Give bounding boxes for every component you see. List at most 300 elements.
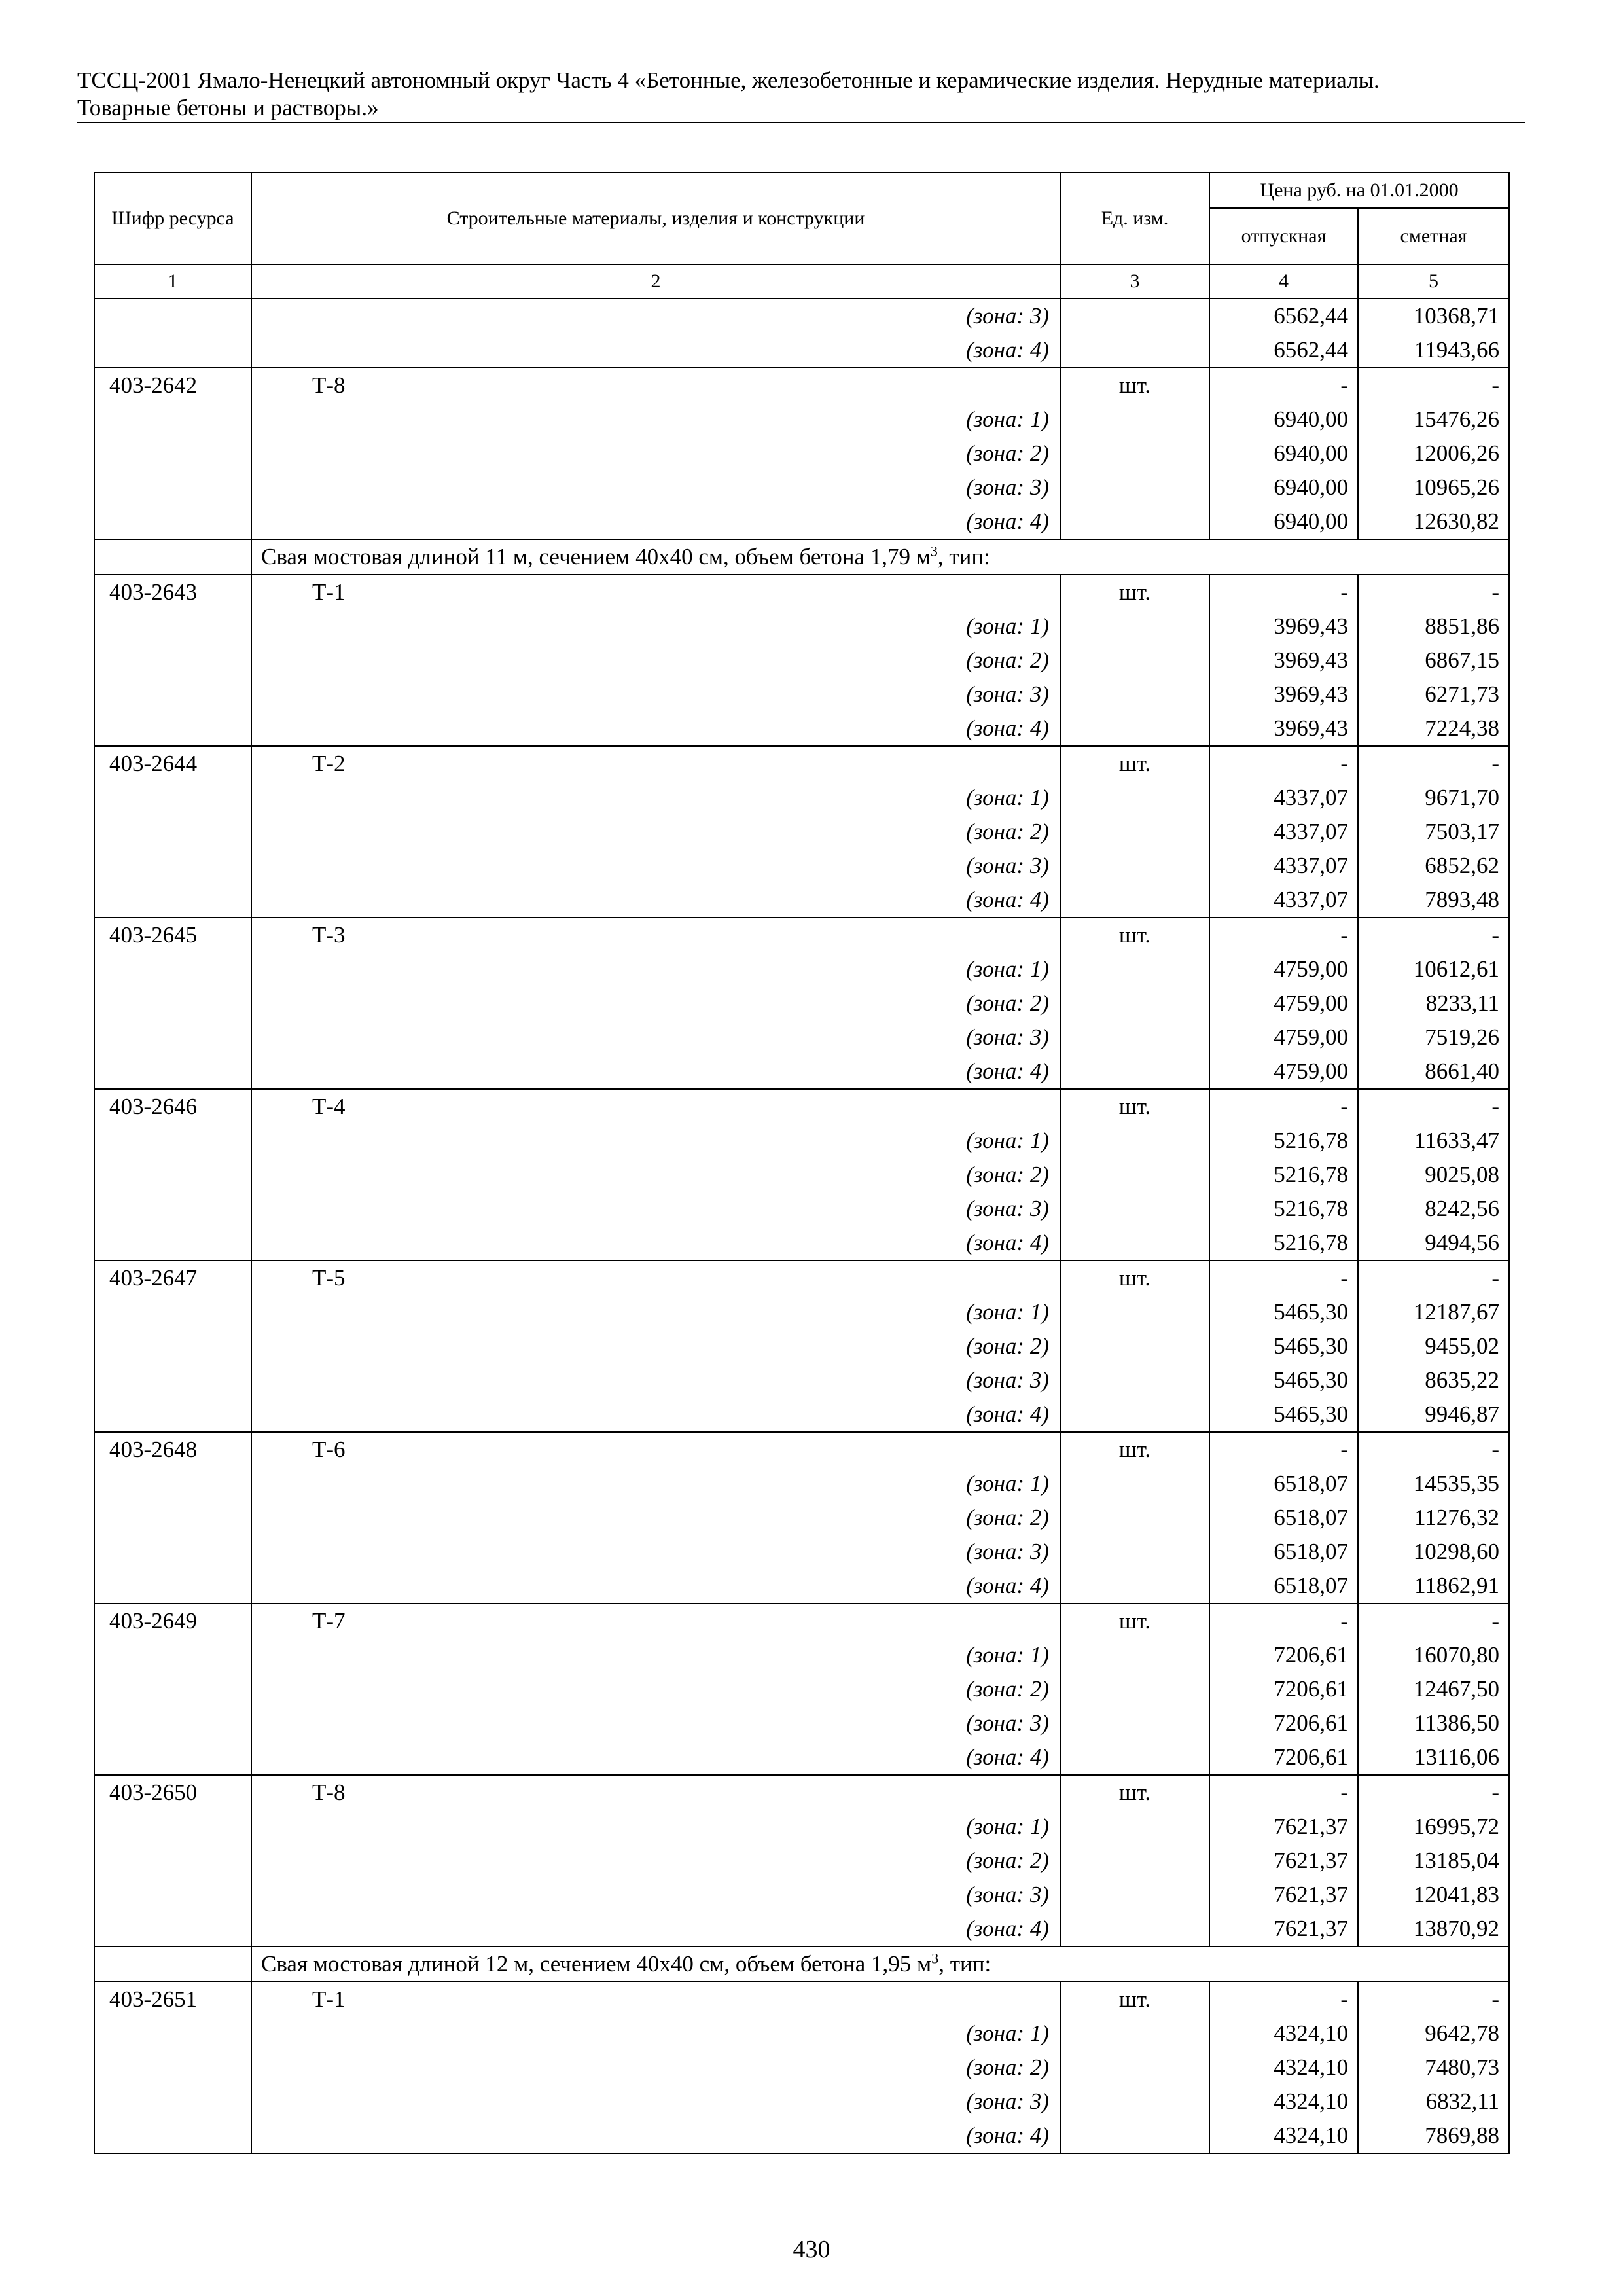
item-name: Т-1 — [251, 1982, 1060, 2017]
unit-empty — [1060, 677, 1209, 711]
item-name: Т-2 — [251, 746, 1060, 781]
resource-code: 403-2650 — [94, 1775, 251, 1810]
estimate-price: 7480,73 — [1358, 2051, 1509, 2085]
release-price: 4759,00 — [1209, 1020, 1358, 1054]
section-title-suffix: , тип: — [938, 1951, 991, 1977]
release-price: 4759,00 — [1209, 986, 1358, 1020]
resource-code-empty — [94, 1878, 251, 1912]
unit-empty — [1060, 1638, 1209, 1672]
estimate-price: - — [1358, 368, 1509, 403]
resource-code-empty — [94, 2085, 251, 2119]
release-price: 6518,07 — [1209, 1501, 1358, 1535]
release-price: - — [1209, 1089, 1358, 1124]
estimate-price: 8242,56 — [1358, 1192, 1509, 1226]
zone-row — [94, 883, 1509, 918]
unit-empty — [1060, 1124, 1209, 1158]
zone-row — [94, 2051, 1509, 2085]
release-price: 4759,00 — [1209, 952, 1358, 986]
resource-code-empty — [94, 1363, 251, 1397]
unit-empty — [1060, 1226, 1209, 1261]
estimate-price: - — [1358, 1089, 1509, 1124]
release-price: 7206,61 — [1209, 1740, 1358, 1775]
resource-code-empty — [94, 403, 251, 437]
estimate-price: - — [1358, 1982, 1509, 2017]
col-header-estimate: сметная — [1358, 208, 1509, 264]
unit-cell: шт. — [1060, 1432, 1209, 1467]
unit-cell: шт. — [1060, 1261, 1209, 1295]
release-price: - — [1209, 368, 1358, 403]
unit-empty — [1060, 952, 1209, 986]
estimate-price: 7893,48 — [1358, 883, 1509, 918]
unit-cell: шт. — [1060, 1775, 1209, 1810]
unit-empty — [1060, 1467, 1209, 1501]
item-name: Т-4 — [251, 1089, 1060, 1124]
unit-empty — [1060, 437, 1209, 471]
item-row — [94, 918, 1509, 952]
zone-label: (зона: 1) — [966, 406, 1049, 432]
zone-row — [94, 1158, 1509, 1192]
estimate-price: 7869,88 — [1358, 2119, 1509, 2153]
unit-empty — [1060, 1844, 1209, 1878]
release-price: 6562,44 — [1209, 333, 1358, 368]
zone-row — [94, 1912, 1509, 1946]
zone-label: (зона: 4) — [966, 1058, 1049, 1084]
zone-label: (зона: 4) — [966, 509, 1049, 534]
estimate-price: 7224,38 — [1358, 711, 1509, 746]
unit-empty — [1060, 1535, 1209, 1569]
resource-code-empty — [94, 849, 251, 883]
unit-empty — [1060, 1740, 1209, 1775]
release-price: 6562,44 — [1209, 298, 1358, 333]
zone-label: (зона: 3) — [966, 1024, 1049, 1050]
release-price: 6518,07 — [1209, 1467, 1358, 1501]
zone-label: (зона: 3) — [966, 475, 1049, 500]
resource-code: 403-2647 — [94, 1261, 251, 1295]
zone-label: (зона: 4) — [966, 2123, 1049, 2148]
resource-code-empty — [94, 1740, 251, 1775]
section-row — [94, 539, 1509, 575]
unit-empty — [1060, 1397, 1209, 1432]
zone-row — [94, 1810, 1509, 1844]
estimate-price: - — [1358, 575, 1509, 609]
estimate-price: 16070,80 — [1358, 1638, 1509, 1672]
zone-label: (зона: 3) — [966, 1882, 1049, 1907]
zone-cell — [251, 333, 1060, 368]
zone-cell — [251, 2017, 1060, 2051]
unit-empty — [1060, 333, 1209, 368]
release-price: 4324,10 — [1209, 2017, 1358, 2051]
release-price: 6518,07 — [1209, 1535, 1358, 1569]
zone-label: (зона: 2) — [966, 1848, 1049, 1873]
estimate-price: 7503,17 — [1358, 815, 1509, 849]
zone-cell — [251, 711, 1060, 746]
unit-empty — [1060, 2085, 1209, 2119]
zone-cell — [251, 1501, 1060, 1535]
zone-row — [94, 1397, 1509, 1432]
unit-empty — [1060, 849, 1209, 883]
resource-code-empty — [94, 1844, 251, 1878]
unit-empty — [1060, 2119, 1209, 2153]
zone-row — [94, 437, 1509, 471]
price-table — [94, 172, 1510, 2154]
estimate-price: - — [1358, 1775, 1509, 1810]
release-price: 7206,61 — [1209, 1672, 1358, 1706]
unit-empty — [1060, 298, 1209, 333]
section-title-text: Свая мостовая длиной 11 м, сечением 40х40 см, объем бетона 1,79 м — [261, 544, 931, 569]
unit-empty — [1060, 1020, 1209, 1054]
estimate-price: 8661,40 — [1358, 1054, 1509, 1089]
zone-label: (зона: 2) — [966, 647, 1049, 673]
zone-cell — [251, 781, 1060, 815]
resource-code-empty — [94, 1912, 251, 1946]
item-name: Т-8 — [251, 368, 1060, 403]
zone-cell — [251, 1878, 1060, 1912]
zone-cell — [251, 1158, 1060, 1192]
estimate-price: 12041,83 — [1358, 1878, 1509, 1912]
resource-code-empty — [94, 1226, 251, 1261]
estimate-price: 9946,87 — [1358, 1397, 1509, 1432]
zone-cell — [251, 986, 1060, 1020]
item-name: Т-3 — [251, 918, 1060, 952]
unit-empty — [1060, 403, 1209, 437]
section-title-suffix: , тип: — [937, 544, 990, 569]
zone-cell — [251, 1226, 1060, 1261]
zone-row — [94, 1020, 1509, 1054]
zone-cell — [251, 1467, 1060, 1501]
zone-cell — [251, 1020, 1060, 1054]
release-price: 6940,00 — [1209, 437, 1358, 471]
zone-cell — [251, 471, 1060, 505]
section-title-sup: 3 — [931, 1950, 939, 1967]
zone-label: (зона: 1) — [966, 1299, 1049, 1325]
zone-row — [94, 781, 1509, 815]
unit-cell: шт. — [1060, 368, 1209, 403]
release-price: 7621,37 — [1209, 1878, 1358, 1912]
document-header — [77, 67, 1524, 122]
zone-label: (зона: 1) — [966, 785, 1049, 810]
item-row — [94, 575, 1509, 609]
release-price: 3969,43 — [1209, 677, 1358, 711]
release-price: - — [1209, 746, 1358, 781]
unit-empty — [1060, 1363, 1209, 1397]
release-price: 7621,37 — [1209, 1912, 1358, 1946]
release-price: 4324,10 — [1209, 2085, 1358, 2119]
release-price: 6940,00 — [1209, 471, 1358, 505]
zone-label: (зона: 4) — [966, 1916, 1049, 1941]
unit-empty — [1060, 1810, 1209, 1844]
section-row — [94, 1946, 1509, 1982]
zone-cell — [251, 1397, 1060, 1432]
zone-row — [94, 333, 1509, 368]
resource-code-empty — [94, 1501, 251, 1535]
zone-row — [94, 952, 1509, 986]
unit-empty — [1060, 643, 1209, 677]
unit-cell: шт. — [1060, 575, 1209, 609]
unit-empty — [1060, 883, 1209, 918]
zone-cell — [251, 1054, 1060, 1089]
section-title-text: Свая мостовая длиной 12 м, сечением 40х40 см, объем бетона 1,95 м — [261, 1951, 932, 1977]
release-price: 6518,07 — [1209, 1569, 1358, 1604]
zone-cell — [251, 2119, 1060, 2153]
resource-code-empty — [94, 2119, 251, 2153]
release-price: - — [1209, 1604, 1358, 1638]
estimate-price: 9494,56 — [1358, 1226, 1509, 1261]
col-number: 5 — [1358, 264, 1509, 298]
zone-row — [94, 986, 1509, 1020]
release-price: 4324,10 — [1209, 2119, 1358, 2153]
resource-code-empty — [94, 677, 251, 711]
zone-row — [94, 1192, 1509, 1226]
unit-empty — [1060, 1569, 1209, 1604]
resource-code-empty — [94, 1329, 251, 1363]
zone-cell — [251, 1740, 1060, 1775]
col-header-release: отпускная — [1209, 208, 1358, 264]
estimate-price: 10612,61 — [1358, 952, 1509, 986]
zone-label: (зона: 2) — [966, 1505, 1049, 1530]
zone-cell — [251, 677, 1060, 711]
zone-row — [94, 1226, 1509, 1261]
unit-empty — [1060, 1329, 1209, 1363]
resource-code-empty — [94, 505, 251, 539]
unit-empty — [1060, 986, 1209, 1020]
col-number: 2 — [251, 264, 1060, 298]
resource-code: 403-2648 — [94, 1432, 251, 1467]
zone-cell — [251, 1912, 1060, 1946]
item-row — [94, 1261, 1509, 1295]
zone-cell — [251, 1569, 1060, 1604]
estimate-price: 14535,35 — [1358, 1467, 1509, 1501]
section-title-sup: 3 — [930, 543, 938, 560]
zone-label: (зона: 2) — [966, 990, 1049, 1016]
zone-label: (зона: 4) — [966, 887, 1049, 912]
unit-empty — [1060, 505, 1209, 539]
zone-row — [94, 1878, 1509, 1912]
page-number: 430 — [793, 2236, 830, 2263]
estimate-price: 12467,50 — [1358, 1672, 1509, 1706]
release-price: 5216,78 — [1209, 1124, 1358, 1158]
release-price: 4324,10 — [1209, 2051, 1358, 2085]
resource-code-empty — [94, 333, 251, 368]
zone-cell — [251, 1363, 1060, 1397]
unit-cell: шт. — [1060, 1604, 1209, 1638]
resource-code-empty — [94, 815, 251, 849]
zone-row — [94, 1329, 1509, 1363]
unit-empty — [1060, 2017, 1209, 2051]
zone-row — [94, 609, 1509, 643]
estimate-price: 16995,72 — [1358, 1810, 1509, 1844]
resource-code: 403-2645 — [94, 918, 251, 952]
resource-code-empty — [94, 1672, 251, 1706]
resource-code-empty — [94, 298, 251, 333]
zone-label: (зона: 1) — [966, 1814, 1049, 1839]
zone-row — [94, 1740, 1509, 1775]
zone-label: (зона: 1) — [966, 1642, 1049, 1668]
release-price: - — [1209, 1261, 1358, 1295]
item-name: Т-6 — [251, 1432, 1060, 1467]
release-price: 5465,30 — [1209, 1295, 1358, 1329]
zone-label: (зона: 1) — [966, 1471, 1049, 1496]
zone-label: (зона: 3) — [966, 303, 1049, 329]
zone-label: (зона: 2) — [966, 819, 1049, 844]
release-price: - — [1209, 1982, 1358, 2017]
item-name: Т-8 — [251, 1775, 1060, 1810]
zone-row — [94, 1672, 1509, 1706]
zone-row — [94, 1363, 1509, 1397]
col-number: 1 — [94, 264, 251, 298]
item-name: Т-5 — [251, 1261, 1060, 1295]
resource-code-empty — [94, 471, 251, 505]
resource-code: 403-2646 — [94, 1089, 251, 1124]
zone-label: (зона: 1) — [966, 1128, 1049, 1153]
zone-cell — [251, 403, 1060, 437]
zone-row — [94, 1054, 1509, 1089]
resource-code: 403-2651 — [94, 1982, 251, 2017]
resource-code-empty — [94, 711, 251, 746]
release-price: 4337,07 — [1209, 849, 1358, 883]
col-header-unit: Ед. изм. — [1060, 173, 1209, 264]
resource-code-empty — [94, 1020, 251, 1054]
estimate-price: 9642,78 — [1358, 2017, 1509, 2051]
estimate-price: 15476,26 — [1358, 403, 1509, 437]
zone-row — [94, 1535, 1509, 1569]
zone-label: (зона: 2) — [966, 440, 1049, 466]
col-number: 4 — [1209, 264, 1358, 298]
estimate-price: 12006,26 — [1358, 437, 1509, 471]
section-title — [251, 539, 1509, 575]
release-price: 7206,61 — [1209, 1706, 1358, 1740]
resource-code-empty — [94, 1124, 251, 1158]
estimate-price: 6867,15 — [1358, 643, 1509, 677]
header-line-1: ТССЦ-2001 Ямало-Ненецкий автономный округ Часть 4 «Бетонные, железобетонные и керамические изделия. Нерудные материалы. — [77, 67, 1380, 93]
unit-empty — [1060, 1158, 1209, 1192]
release-price: 5216,78 — [1209, 1192, 1358, 1226]
zone-label: (зона: 4) — [966, 715, 1049, 741]
col-header-code: Шифр ресурса — [94, 173, 251, 264]
col-header-name: Строительные материалы, изделия и конструкции — [251, 173, 1060, 264]
zone-cell — [251, 505, 1060, 539]
resource-code-empty — [94, 1054, 251, 1089]
zone-cell — [251, 2085, 1060, 2119]
release-price: 5216,78 — [1209, 1158, 1358, 1192]
resource-code: 403-2649 — [94, 1604, 251, 1638]
zone-label: (зона: 4) — [966, 1401, 1049, 1427]
release-price: 4337,07 — [1209, 815, 1358, 849]
zone-label: (зона: 4) — [966, 1230, 1049, 1255]
unit-empty — [1060, 1501, 1209, 1535]
resource-code: 403-2643 — [94, 575, 251, 609]
zone-row — [94, 643, 1509, 677]
estimate-price: - — [1358, 746, 1509, 781]
estimate-price: 13870,92 — [1358, 1912, 1509, 1946]
zone-label: (зона: 4) — [966, 1744, 1049, 1770]
release-price: 5465,30 — [1209, 1329, 1358, 1363]
unit-empty — [1060, 1672, 1209, 1706]
zone-label: (зона: 3) — [966, 1367, 1049, 1393]
zone-cell — [251, 1295, 1060, 1329]
estimate-price: 6852,62 — [1358, 849, 1509, 883]
item-name: Т-1 — [251, 575, 1060, 609]
zone-cell — [251, 883, 1060, 918]
release-price: 6940,00 — [1209, 403, 1358, 437]
zone-label: (зона: 1) — [966, 2020, 1049, 2046]
zone-row — [94, 1124, 1509, 1158]
item-row — [94, 1982, 1509, 2017]
estimate-price: 11386,50 — [1358, 1706, 1509, 1740]
unit-empty — [1060, 1295, 1209, 1329]
unit-cell: шт. — [1060, 746, 1209, 781]
estimate-price: 9671,70 — [1358, 781, 1509, 815]
resource-code-empty — [94, 1397, 251, 1432]
header-rule — [77, 122, 1525, 123]
header-line-2: Товарные бетоны и растворы.» — [77, 95, 379, 120]
release-price: 6940,00 — [1209, 505, 1358, 539]
resource-code-empty — [94, 1467, 251, 1501]
resource-code-empty — [94, 1810, 251, 1844]
estimate-price: 8233,11 — [1358, 986, 1509, 1020]
zone-row — [94, 1467, 1509, 1501]
zone-label: (зона: 3) — [966, 1539, 1049, 1564]
zone-row — [94, 403, 1509, 437]
zone-label: (зона: 3) — [966, 1196, 1049, 1221]
zone-row — [94, 1295, 1509, 1329]
resource-code: 403-2644 — [94, 746, 251, 781]
estimate-price: 11276,32 — [1358, 1501, 1509, 1535]
estimate-price: 11862,91 — [1358, 1569, 1509, 1604]
estimate-price: 12187,67 — [1358, 1295, 1509, 1329]
zone-label: (зона: 2) — [966, 1162, 1049, 1187]
zone-row — [94, 471, 1509, 505]
zone-row — [94, 505, 1509, 539]
resource-code-empty — [94, 643, 251, 677]
col-number: 3 — [1060, 264, 1209, 298]
unit-empty — [1060, 1054, 1209, 1089]
zone-label: (зона: 1) — [966, 956, 1049, 982]
zone-label: (зона: 2) — [966, 2054, 1049, 2080]
release-price: - — [1209, 918, 1358, 952]
zone-row — [94, 1569, 1509, 1604]
zone-cell — [251, 2051, 1060, 2085]
resource-code-empty — [94, 781, 251, 815]
release-price: - — [1209, 1432, 1358, 1467]
resource-code-empty — [94, 1192, 251, 1226]
zone-label: (зона: 3) — [966, 2089, 1049, 2114]
resource-code-empty — [94, 1158, 251, 1192]
zone-cell — [251, 1844, 1060, 1878]
estimate-price: 6832,11 — [1358, 2085, 1509, 2119]
zone-row — [94, 1638, 1509, 1672]
estimate-price: 8851,86 — [1358, 609, 1509, 643]
unit-empty — [1060, 815, 1209, 849]
zone-row — [94, 849, 1509, 883]
estimate-price: 9455,02 — [1358, 1329, 1509, 1363]
resource-code-empty — [94, 609, 251, 643]
zone-label: (зона: 1) — [966, 613, 1049, 639]
col-header-price-group: Цена руб. на 01.01.2000 — [1209, 173, 1509, 208]
resource-code-empty — [94, 1569, 251, 1604]
zone-cell — [251, 815, 1060, 849]
zone-row — [94, 1706, 1509, 1740]
unit-cell: шт. — [1060, 918, 1209, 952]
resource-code-empty — [94, 952, 251, 986]
estimate-price: 13116,06 — [1358, 1740, 1509, 1775]
release-price: 3969,43 — [1209, 609, 1358, 643]
resource-code: 403-2642 — [94, 368, 251, 403]
estimate-price: - — [1358, 1261, 1509, 1295]
estimate-price: 7519,26 — [1358, 1020, 1509, 1054]
estimate-price: 10298,60 — [1358, 1535, 1509, 1569]
unit-empty — [1060, 1878, 1209, 1912]
zone-row — [94, 677, 1509, 711]
